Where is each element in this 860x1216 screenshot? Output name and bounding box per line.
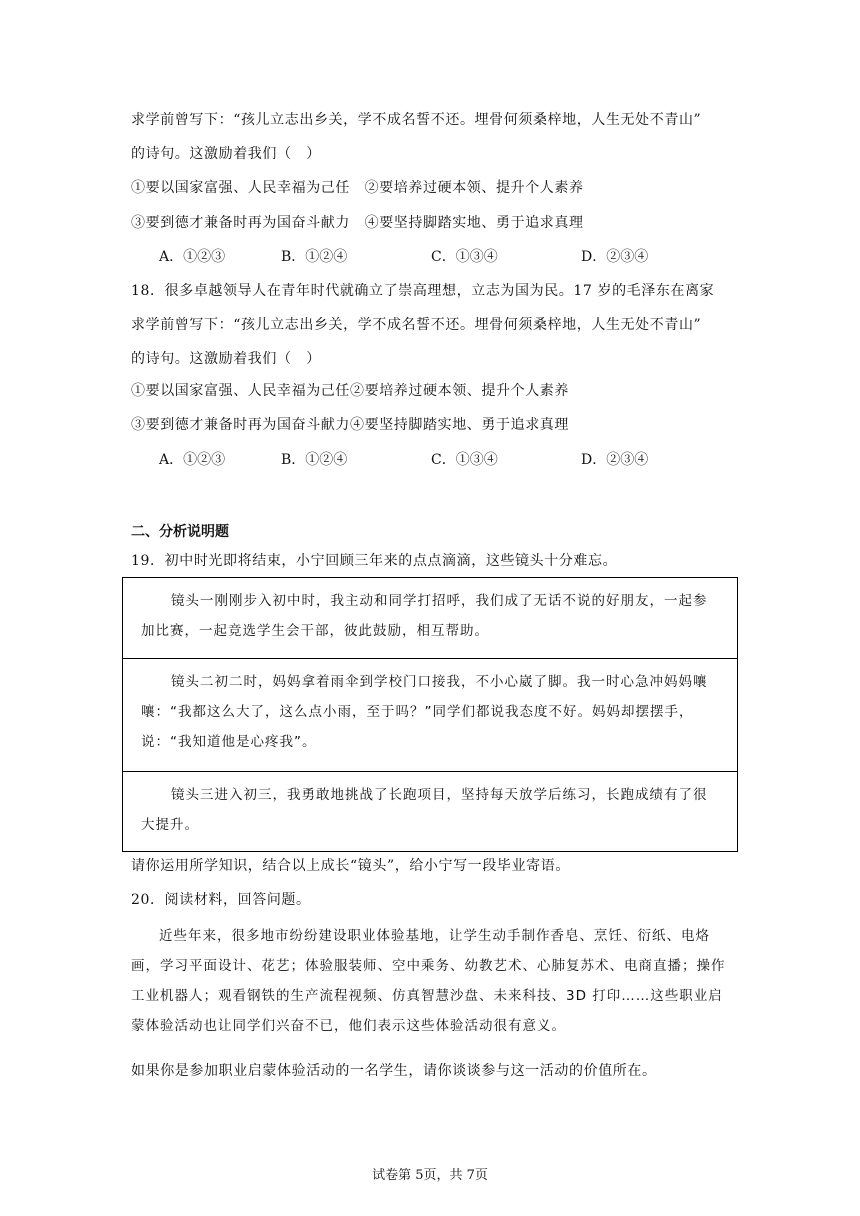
q18-stem-line-3: 的诗句。这激励着我们（ ） [131, 351, 321, 367]
q18-stem-line-1: 18．很多卓越领导人在青年时代就确立了崇高理想，立志为国为民。17 岁的毛泽东在离家 [131, 283, 715, 299]
shot-cell-3 [123, 771, 737, 851]
q18-option-a: A．①②③ [159, 452, 226, 468]
shot-cell-2 [123, 658, 737, 771]
page-footer: 试卷第 5页，共 7页 [372, 1168, 488, 1183]
shot-text-3: 镜头三进入初三，我勇敢地挑战了长跑项目，坚持每天放学后练习，长跑成绩有了很大提升。 [141, 787, 708, 833]
q17-stem-line-1: 求学前曾写下：“孩儿立志出乡关，学不成名誓不还。埋骨何须桑梓地，人生无处不青山” [131, 112, 702, 128]
q17-statement-1: ①要以国家富强、人民幸福为己任 ②要培养过硬本领、提升个人素养 [131, 180, 584, 196]
q19-shots-table [122, 577, 738, 852]
q20-prompt: 如果你是参加职业启蒙体验活动的一名学生，请你谈谈参与这一活动的价值所在。 [131, 1063, 657, 1079]
q17-option-d: D．②③④ [581, 249, 649, 265]
q18-option-d: D．②③④ [581, 452, 649, 468]
q17-option-b: B．①②④ [281, 249, 348, 265]
q18-option-b: B．①②④ [281, 452, 348, 468]
shot-cell-1 [123, 578, 737, 658]
q17-option-c: C．①③④ [431, 249, 498, 265]
q18-statement-2: ③要到德才兼备时再为国奋斗献力④要坚持脚踏实地、勇于追求真理 [131, 417, 569, 433]
q18-stem-line-2: 求学前曾写下：“孩儿立志出乡关，学不成名誓不还。埋骨何须桑梓地，人生无处不青山” [131, 317, 702, 333]
q19-prompt: 请你运用所学知识，结合以上成长“镜头”，给小宁写一段毕业寄语。 [131, 858, 570, 874]
q20-material: 近些年来，很多地市纷纷建设职业体验基地，让学生动手制作香皂、烹饪、衍纸、电烙画，学习平面设计、花艺；体验服装师、空中乘务、幼教艺术、心肺复苏术、电商直播；操作工业机器人；观看钢铁的生产流程视频、仿真智慧沙盘、未来科技、3D 打印……这些职业启蒙体验活动也让同学们兴奋不已，他们表示这些体验活动很有意义。 [131, 928, 726, 1034]
section-title: 二、分析说明题 [131, 524, 229, 540]
q17-statement-2: ③要到德才兼备时再为国奋斗献力 ④要坚持脚踏实地、勇于追求真理 [131, 215, 584, 231]
q17-stem-line-2: 的诗句。这激励着我们（ ） [131, 146, 321, 162]
shot-text-1: 镜头一刚刚步入初中时，我主动和同学打招呼，我们成了无话不说的好朋友，一起参加比赛，一起竞选学生会干部，彼此鼓励，相互帮助。 [141, 593, 708, 639]
q20-intro: 20．阅读材料，回答问题。 [131, 892, 311, 908]
q19-intro: 19．初中时光即将结束，小宁回顾三年来的点点滴滴，这些镜头十分难忘。 [131, 553, 618, 569]
q17-option-a: A．①②③ [159, 249, 226, 265]
q18-option-c: C．①③④ [431, 452, 498, 468]
q18-statement-1: ①要以国家富强、人民幸福为己任②要培养过硬本领、提升个人素养 [131, 383, 569, 399]
shot-text-2: 镜头二初二时，妈妈拿着雨伞到学校门口接我，不小心崴了脚。我一时心急冲妈妈嚷嚷：“我都这么大了，这么点小雨，至于吗？”同学们都说我态度不好。妈妈却摆摆手，说：“我知道他是心疼我”。 [141, 674, 708, 750]
